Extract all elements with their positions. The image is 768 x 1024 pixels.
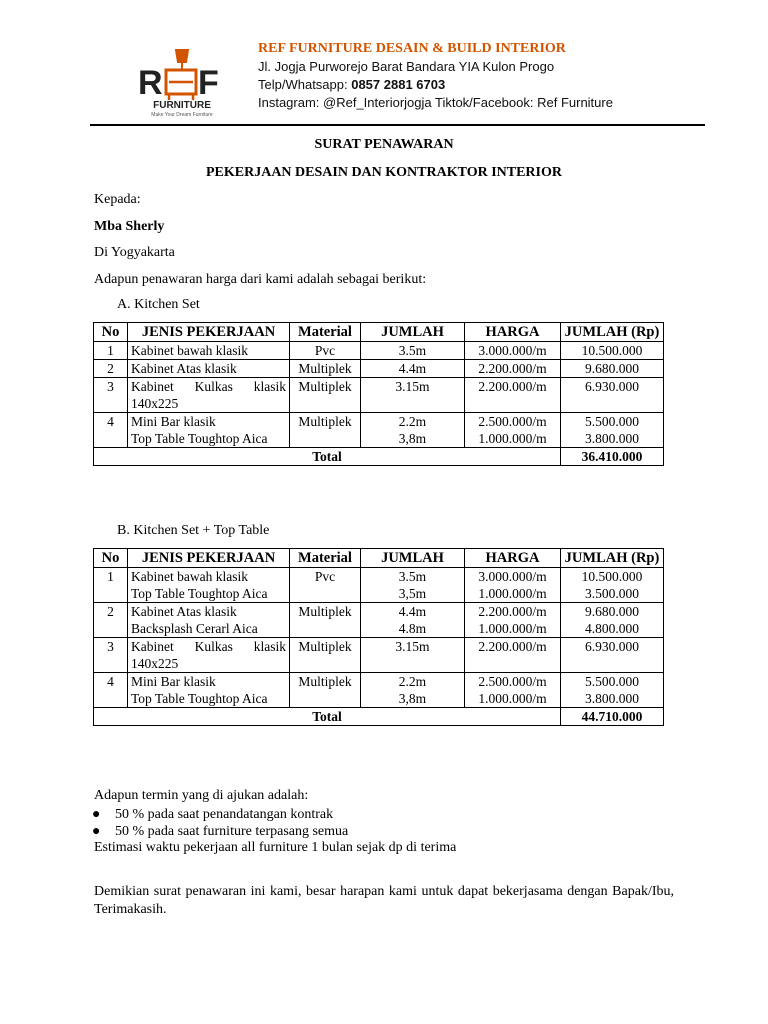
- ref-furniture-logo: [136, 48, 228, 118]
- table-total-row: [94, 448, 664, 466]
- header-divider: [90, 124, 705, 126]
- row-qty: [361, 568, 465, 603]
- terms-intro: Adapun termin yang di ajukan adalah:: [94, 788, 309, 803]
- row-price: [465, 413, 561, 448]
- row-job: [128, 360, 290, 378]
- list-item: [92, 823, 348, 840]
- svg-text:F: F: [198, 64, 219, 102]
- logo-letters: [138, 64, 219, 102]
- table-row: [94, 342, 664, 360]
- row-qty: [361, 673, 465, 708]
- section-b-heading: B. Kitchen Set + Top Table: [117, 523, 270, 538]
- cell-line: 1.000.000/m: [478, 691, 547, 706]
- terms-list: [92, 806, 348, 840]
- row-price: [465, 342, 561, 360]
- cell-line: Kabinet Kulkas klasik 140x225: [131, 379, 286, 411]
- row-price: [465, 378, 561, 413]
- company-name: REF FURNITURE DESAIN & BUILD INTERIOR: [258, 41, 566, 56]
- cell-line: 5.500.000: [585, 674, 639, 689]
- section-a-heading: A. Kitchen Set: [117, 297, 200, 312]
- cell-line: Kabinet Atas klasik: [131, 361, 237, 376]
- header-qty: JUMLAH: [361, 323, 465, 342]
- header-sum: JUMLAH (Rp): [561, 549, 664, 568]
- row-sum: [561, 342, 664, 360]
- company-phone-line: [258, 76, 613, 94]
- row-material: Multiplek: [290, 638, 361, 673]
- bullet: ●: [92, 807, 101, 822]
- cell-line: Top Table Toughtop Aica: [131, 586, 268, 601]
- cell-line: Top Table Toughtop Aica: [131, 691, 268, 706]
- table-row: [94, 413, 664, 448]
- lamp-icon: [176, 50, 188, 70]
- cell-line: Mini Bar klasik: [131, 674, 216, 689]
- cell-line: 1.000.000/m: [478, 621, 547, 636]
- row-qty: [361, 378, 465, 413]
- cell-line: 3,8m: [398, 431, 427, 446]
- table-row: [94, 673, 664, 708]
- row-sum: [561, 603, 664, 638]
- company-social: Instagram: @Ref_Interiorjogja Tiktok/Facebook: Ref Furniture: [258, 95, 613, 110]
- header-no: No: [94, 549, 128, 568]
- cell-line: 1.000.000/m: [478, 586, 547, 601]
- cell-line: 6.930.000: [585, 379, 639, 394]
- header-qty: JUMLAH: [361, 549, 465, 568]
- cell-line: Kabinet bawah klasik: [131, 343, 248, 358]
- row-number: 4: [94, 413, 128, 448]
- row-job: [128, 673, 290, 708]
- row-material: Multiplek: [290, 603, 361, 638]
- term-text: 50 % pada saat penandatangan kontrak: [115, 807, 334, 822]
- row-job: [128, 568, 290, 603]
- cell-line: 5.500.000: [585, 414, 639, 429]
- row-price: [465, 673, 561, 708]
- row-number: 1: [94, 568, 128, 603]
- list-item: [92, 806, 348, 823]
- header-material: Material: [290, 323, 361, 342]
- document-subtitle: PEKERJAAN DESAIN DAN KONTRAKTOR INTERIOR: [205, 165, 562, 180]
- header-sum: JUMLAH (Rp): [561, 323, 664, 342]
- row-sum: [561, 378, 664, 413]
- cell-line: 4.800.000: [585, 621, 639, 636]
- row-number: 2: [94, 360, 128, 378]
- intro-text: Adapun penawaran harga dari kami adalah sebagai berikut:: [94, 272, 427, 287]
- cell-line: Mini Bar klasik: [131, 414, 216, 429]
- row-material: Pvc: [290, 342, 361, 360]
- document-title: SURAT PENAWARAN: [314, 137, 454, 152]
- cell-line: Kabinet Atas klasik: [131, 604, 237, 619]
- row-price: [465, 638, 561, 673]
- row-sum: [561, 568, 664, 603]
- cell-line: Top Table Toughtop Aica: [131, 431, 268, 446]
- row-material: Multiplek: [290, 378, 361, 413]
- table-row: [94, 378, 664, 413]
- cell-line: 3.800.000: [585, 691, 639, 706]
- row-job: [128, 638, 290, 673]
- row-sum: [561, 413, 664, 448]
- cell-line: 10.500.000: [581, 343, 643, 358]
- row-sum: [561, 638, 664, 673]
- row-price: [465, 603, 561, 638]
- logo-tagline: Make Your Dream Furniture: [151, 112, 213, 118]
- table-row: [94, 638, 664, 673]
- cell-line: 2.200.000/m: [478, 379, 547, 394]
- row-number: 3: [94, 378, 128, 413]
- row-sum: [561, 360, 664, 378]
- letterhead: [0, 0, 768, 130]
- phone-number: 0857 2881 6703: [351, 77, 446, 92]
- cell-line: 4.4m: [398, 361, 427, 376]
- total-value: 44.710.000: [561, 708, 664, 726]
- row-price: [465, 568, 561, 603]
- svg-text:R: R: [138, 64, 163, 102]
- cell-line: 3.5m: [398, 343, 427, 358]
- cell-line: Kabinet bawah klasik: [131, 569, 248, 584]
- header-price: HARGA: [465, 549, 561, 568]
- row-number: 2: [94, 603, 128, 638]
- cell-line: 4.8m: [398, 621, 427, 636]
- table-row: [94, 568, 664, 603]
- row-job: [128, 413, 290, 448]
- term-text: 50 % pada saat furniture terpasang semua: [115, 824, 349, 839]
- cell-line: 3.500.000: [585, 586, 639, 601]
- table-row: [94, 603, 664, 638]
- cell-line: 9.680.000: [585, 361, 639, 376]
- recipient-name: Mba Sherly: [94, 219, 165, 234]
- cell-line: 9.680.000: [585, 604, 639, 619]
- row-qty: [361, 360, 465, 378]
- row-number: 3: [94, 638, 128, 673]
- bullet: ●: [92, 824, 101, 839]
- row-job: [128, 342, 290, 360]
- header-no: No: [94, 323, 128, 342]
- cell-line: 2.500.000/m: [478, 414, 547, 429]
- section-b-table: [93, 548, 664, 726]
- cell-line: Backsplash Cerarl Aica: [131, 621, 258, 636]
- cell-line: 2.2m: [398, 674, 427, 689]
- recipient-label: Kepada:: [94, 192, 141, 207]
- cell-line: 2.2m: [398, 414, 427, 429]
- row-material: Multiplek: [290, 673, 361, 708]
- header-job: JENIS PEKERJAAN: [128, 323, 290, 342]
- row-job: [128, 378, 290, 413]
- row-material: Pvc: [290, 568, 361, 603]
- section-a-table: [93, 322, 664, 466]
- cell-line: 3,5m: [398, 586, 427, 601]
- table-header-row: [94, 549, 664, 568]
- cell-line: 4.4m: [398, 604, 427, 619]
- row-price: [465, 360, 561, 378]
- header-price: HARGA: [465, 323, 561, 342]
- cell-line: 3.15m: [395, 379, 430, 394]
- table-total-row: [94, 708, 664, 726]
- table-row: [94, 360, 664, 378]
- logo-subtitle: FURNITURE: [153, 100, 211, 111]
- total-label: Total: [94, 448, 561, 466]
- cell-line: 6.930.000: [585, 639, 639, 654]
- row-number: 4: [94, 673, 128, 708]
- total-label: Total: [94, 708, 561, 726]
- table-header-row: [94, 323, 664, 342]
- row-material: Multiplek: [290, 413, 361, 448]
- cell-line: 2.200.000/m: [478, 639, 547, 654]
- company-address: Jl. Jogja Purworejo Barat Bandara YIA Kulon Progo: [258, 59, 555, 74]
- cell-line: 3.5m: [398, 569, 427, 584]
- row-sum: [561, 673, 664, 708]
- row-number: 1: [94, 342, 128, 360]
- row-job: [128, 603, 290, 638]
- cell-line: 3.000.000/m: [478, 343, 547, 358]
- header-job: JENIS PEKERJAAN: [128, 549, 290, 568]
- time-estimate: Estimasi waktu pekerjaan all furniture 1 bulan sejak dp di terima: [94, 840, 457, 855]
- cell-line: 1.000.000/m: [478, 431, 547, 446]
- row-qty: [361, 413, 465, 448]
- cell-line: 3.000.000/m: [478, 569, 547, 584]
- company-info: [258, 40, 613, 112]
- total-value: 36.410.000: [561, 448, 664, 466]
- cell-line: 3.15m: [395, 639, 430, 654]
- closing-paragraph: Demikian surat penawaran ini kami, besar harapan kami untuk dapat bekerjasama dengan Bapak/Ibu, Terimakasih.: [94, 884, 674, 917]
- cell-line: 3,8m: [398, 691, 427, 706]
- row-qty: [361, 342, 465, 360]
- header-material: Material: [290, 549, 361, 568]
- cell-line: 2.200.000/m: [478, 361, 547, 376]
- phone-label: Telp/Whatsapp:: [258, 77, 352, 92]
- cell-line: 3.800.000: [585, 431, 639, 446]
- cell-line: 2.200.000/m: [478, 604, 547, 619]
- recipient-location: Di Yogyakarta: [94, 245, 175, 260]
- row-qty: [361, 638, 465, 673]
- cell-line: 10.500.000: [581, 569, 643, 584]
- cell-line: Kabinet Kulkas klasik 140x225: [131, 639, 286, 671]
- cell-line: 2.500.000/m: [478, 674, 547, 689]
- row-material: Multiplek: [290, 360, 361, 378]
- row-qty: [361, 603, 465, 638]
